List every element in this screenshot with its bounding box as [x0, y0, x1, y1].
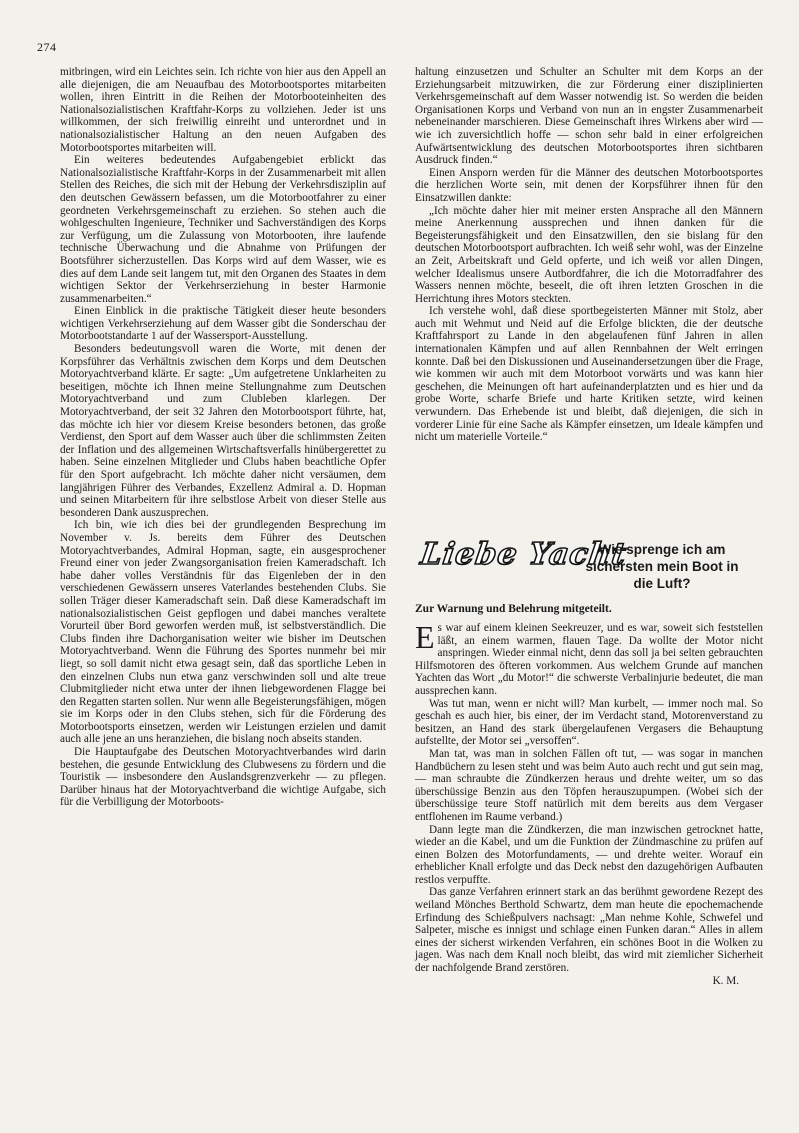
paragraph	[415, 619, 763, 698]
paragraph: Ein weiteres bedeutendes Aufgabengebiet erblickt das Nationalsozialistische Kraftfahr-Korps in der Zusammenarbeit mit allen Stellen des Reiches, die sich mit der Hebung der Verkehrsdisziplin auf den deutschen Gewässern befassen, um die Motorbootfahrer zu einer geordneten Verkehrsgemeinschaft zu erziehen. So stehen auch die wohlgeschulten Ingenieure, Techniker und Sachverständigen des Korps zur Verfügung, um die Zulassung von Motorbooten, ihre laufende technische Überwachung und die Abnahme von Prüfungen der Bootsführer sicherzustellen. Das Korps wird auf dem Wasser, wie es dies auf dem Lande seit langem tut, mit den Organen des Staates in dem wichtigen Sektor der Verkehrserziehung in bester Harmonie zusammenarbeiten.“	[60, 154, 386, 305]
paragraph: Das ganze Verfahren erinnert stark an das berühmt gewordene Rezept des weiland Mönches Berthold Schwartz, dem man heute die epochemachende Erfindung des Schießpulvers nachsagt: „Man nehme Kohle, Schwefel und Salpeter, mische es innigst und schlage einen Funken daran.“ Alles in allem eines der sicherst wirkenden Verfahren, ein schönes Boot in die Wolken zu jagen. Was nach dem Knall noch bleibt, das wird mit ziemlicher Sicherheit der nachfolgende Brand zerstören.	[415, 886, 763, 975]
column-logo: Liebe Yacht	[418, 537, 630, 572]
paragraph: Ich bin, wie ich dies bei der grundlegenden Besprechung im November v. Js. bereits dem Führer des Deutschen Motoryachtverbandes, Admiral Hopman, sagte, ein ausgesprochener Freund einer von jeder Zwangsorganisation freien Kameradschaft. Ich habe daher volles Verständnis für das Eigenleben der in den verschiedenen Gewässern unseres Vaterlandes bestehenden Clubs. Sie sollen Träger dieser Kameradschaft sein. Daß diese Kameradschaft im nationalsozialistischen Geist gepflogen und dabei manches veraltete Vorurteil über Bord geworfen werden muß, ist selbstverständlich. Die Clubs finden ihre Dachorganisation weiter wie bisher im Deutschen Motoryachtverband. Wenn die Führung des Sportes nunmehr bei mir liegt, so soll damit nicht etwa gesagt sein, daß das sportliche Leben in den einzelnen Clubs nun etwa ganz verschwinden soll und alte treue Clubmitglieder nicht etwa unter der ihnen liebgewordenen Flagge bei den Regatten starten sollen. Nur wenn alle Begeisterungsfähigen, mögen sie im Korps oder in den Clubs stehen, sich für die Förderung des Motorbootsports einsetzen, werden wir Leistungen erzielen und damit auch alle jene an uns heranziehen, die bislang noch abseits standen.	[60, 519, 386, 746]
author-signature: K. M.	[712, 974, 739, 987]
paragraph: Die Hauptaufgabe des Deutschen Motoryachtverbandes wird darin bestehen, die gesunde Entwicklung des Clubwesens zu fördern und die Touristik — insbesondere den Auslandsgrenzverkehr — zu pflegen. Darüber hinaus hat der Motoryachtverband die wichtige Aufgabe, sich für die Verbilligung der Motorboots-	[60, 746, 386, 809]
paragraph: Besonders bedeutungsvoll waren die Worte, mit denen der Korpsführer das Verhältnis zwischen dem Korps und dem Deutschen Motoryachtverband klärte. Er sagte: „Um aufgetretene Unklarheiten zu beseitigen, möchte ich Ihnen meine Stellungnahme zum Deutschen Motoryachtverband und zum Clubleben klarlegen. Der Motoryachtverband, der seit 32 Jahren den Motorbootsport führte, hat, das möchte ich hier vor diesem Kreise besonders betonen, das große Verdienst, den Sport auf dem Wasser auch über die schlimmsten Zeiten der Inflation und des allgemeinen Wirtschaftsverfalls hinübergerettet zu haben. Seine einzelnen Mitglieder und Clubs haben beachtliche Opfer für den Sport aufgebracht. Ich möchte daher nicht versäumen, dem langjährigen Führer des Verbandes, Exzellenz Admiral a. D. Hopman und seinen Mitarbeitern für ihre selbstlose Arbeit von dieser Stelle aus besonderen Dank auszusprechen.	[60, 343, 386, 519]
article-title: Wie sprenge ich am sichersten mein Boot in die Luft?	[585, 542, 739, 591]
paragraph: „Ich möchte daher hier mit meiner ersten Ansprache all den Männern meine Anerkennung aussprechen und ihnen danken für die Begeisterungsfähigkeit und den Einsatzwillen, den sie bislang für den deutschen Motorbootsport aufbrachten. Ich weiß sehr wohl, was der Einzelne an Zeit, Arbeitskraft und Geld opferte, und ich weiß vor allen Dingen, welcher Idealismus unsere Autbordfahrer, die ich die Motorradfahrer des Wassers nennen möchte, beseelt, die oft ihren letzten Groschen in die Herrichtung ihres Motors steckten.	[415, 204, 763, 305]
paragraph: Einen Ansporn werden für die Männer des deutschen Motorbootsportes die herzlichen Worte sein, mit denen der Korpsführer ihnen für den Einsatzwillen dankte:	[415, 166, 763, 204]
paragraph: Man tat, was man in solchen Fällen oft tut, — was sogar in manchen Handbüchern zu lesen steht und was beim Auto auch recht und gut sein mag, — man schraubte die Zündkerzen heraus und drehte weiter, um so das überschüssige Benzin aus den Töpfen herauszupumpen. (Wobei sich der überschüssige teure Stoff natürlich mit dem bereits aus dem Vergaser entflohenen im Raume verband.)	[415, 747, 763, 823]
paragraph: mitbringen, wird ein Leichtes sein. Ich richte von hier aus den Appell an alle diejenigen, die am Neuaufbau des Motorbootsportes mitarbeiten wollen, ihren Eintritt in die Reihen der Motorbooteinheiten des Nationalsozialistischen Kraftfahr-Korps zu vollziehen. Jeder ist uns willkommen, der sich freiwillig einreiht und unterordnet und in nationalsozialistischer Haltung an den neuen Aufgaben des Motorbootsportes mitarbeiten will.	[60, 66, 386, 154]
paragraph: Einen Einblick in die praktische Tätigkeit dieser heute besonders wichtigen Verkehrserziehung auf dem Wasser gibt die Sonderschau der Motorbootstandarte 1 auf der Wassersport-Ausstellung.	[60, 305, 386, 343]
drop-cap: E	[415, 619, 435, 655]
paragraph: Ich verstehe wohl, daß diese sportbegeisterten Männer mit Stolz, aber auch mit Wehmut und Neid auf die Erfolge blickten, die der deutsche Kraftfahrsport zu Lande in den abgelaufenen fünf Jahren in allen internationalen Kämpfen und auf allen Rennbahnen der Welt erringen konnte. Daß bei den Diskussionen und Auseinandersetzungen über die Frage, wie kommen wir auch mit dem Motorboot vorwärts und was kann hier geschehen, die Meinungen oft hart aufeinanderplatzten und es hier und da grobe Worte, scharfe Briefe und harte Kritiken setzte, wird keinen verwundern. Das Erhebende ist und bleibt, daß diejenigen, die sich in vorderer Linie für eine Sache als Kämpfer einsetzen, um Ideale kämpfen und nicht um materielle Vorteile.“	[415, 305, 763, 444]
article-body	[415, 619, 763, 987]
paragraph: haltung einzusetzen und Schulter an Schulter mit dem Korps an der Erziehungsarbeit mitzuwirken, die zur Förderung einer disziplinierten Verkehrsgemeinschaft auf dem Wasser notwendig ist. So werden die beiden Organisationen Korps und Verband von nun an in engster Zusammenarbeit nebeneinander marschieren. Diese Gemeinschaft ihres Wirkens aber wird — wie ich zuversichtlich hoffe — schon sehr bald in einer erfolgreichen Aufwärtsentwicklung des deutschen Motorbootsportes ihren sichtbaren Ausdruck finden.“	[415, 66, 763, 167]
paragraph: Dann legte man die Zündkerzen, die man inzwischen getrocknet hatte, wieder an die Kabel, und um die Funktion der Zündmaschine zu prüfen auf einen Bolzen des Motorfundaments, — und drehte weiter. Worauf ein erheblicher Knall erfolgte und das Deck nebst den dazugehörigen Aufbauten restlos verpuffte.	[415, 823, 763, 886]
page-number: 274	[37, 40, 57, 54]
left-column	[60, 66, 386, 809]
right-column	[415, 66, 763, 444]
article-subtitle: Zur Warnung und Belehrung mitgeteilt.	[415, 603, 612, 615]
column-header	[415, 535, 763, 605]
paragraph-text: s war auf einem kleinen Seekreuzer, und es war, soweit sich feststellen läßt, an einem warmen, flauen Tage. Da wollte der Motor nicht anspringen. Wieder einmal nicht, denn das soll ja bei selten gebrauchten Hilfsmotoren des öfteren vorkommen. Aus welchem Grunde auf manchen Yachten das Wort „du Motor!“ die schwerste Verbalinjurie bedeutet, die man aussprechen kann.	[415, 622, 763, 697]
paragraph: Was tut man, wenn er nicht will? Man kurbelt, — immer noch mal. So geschah es auch hier, bis einer, der im Verdacht stand, Motorenverstand zu besitzen, an Hand des stark übergelaufenen Vergasers die Behauptung aufstellte, der Motor sei „versoffen“.	[415, 697, 763, 748]
